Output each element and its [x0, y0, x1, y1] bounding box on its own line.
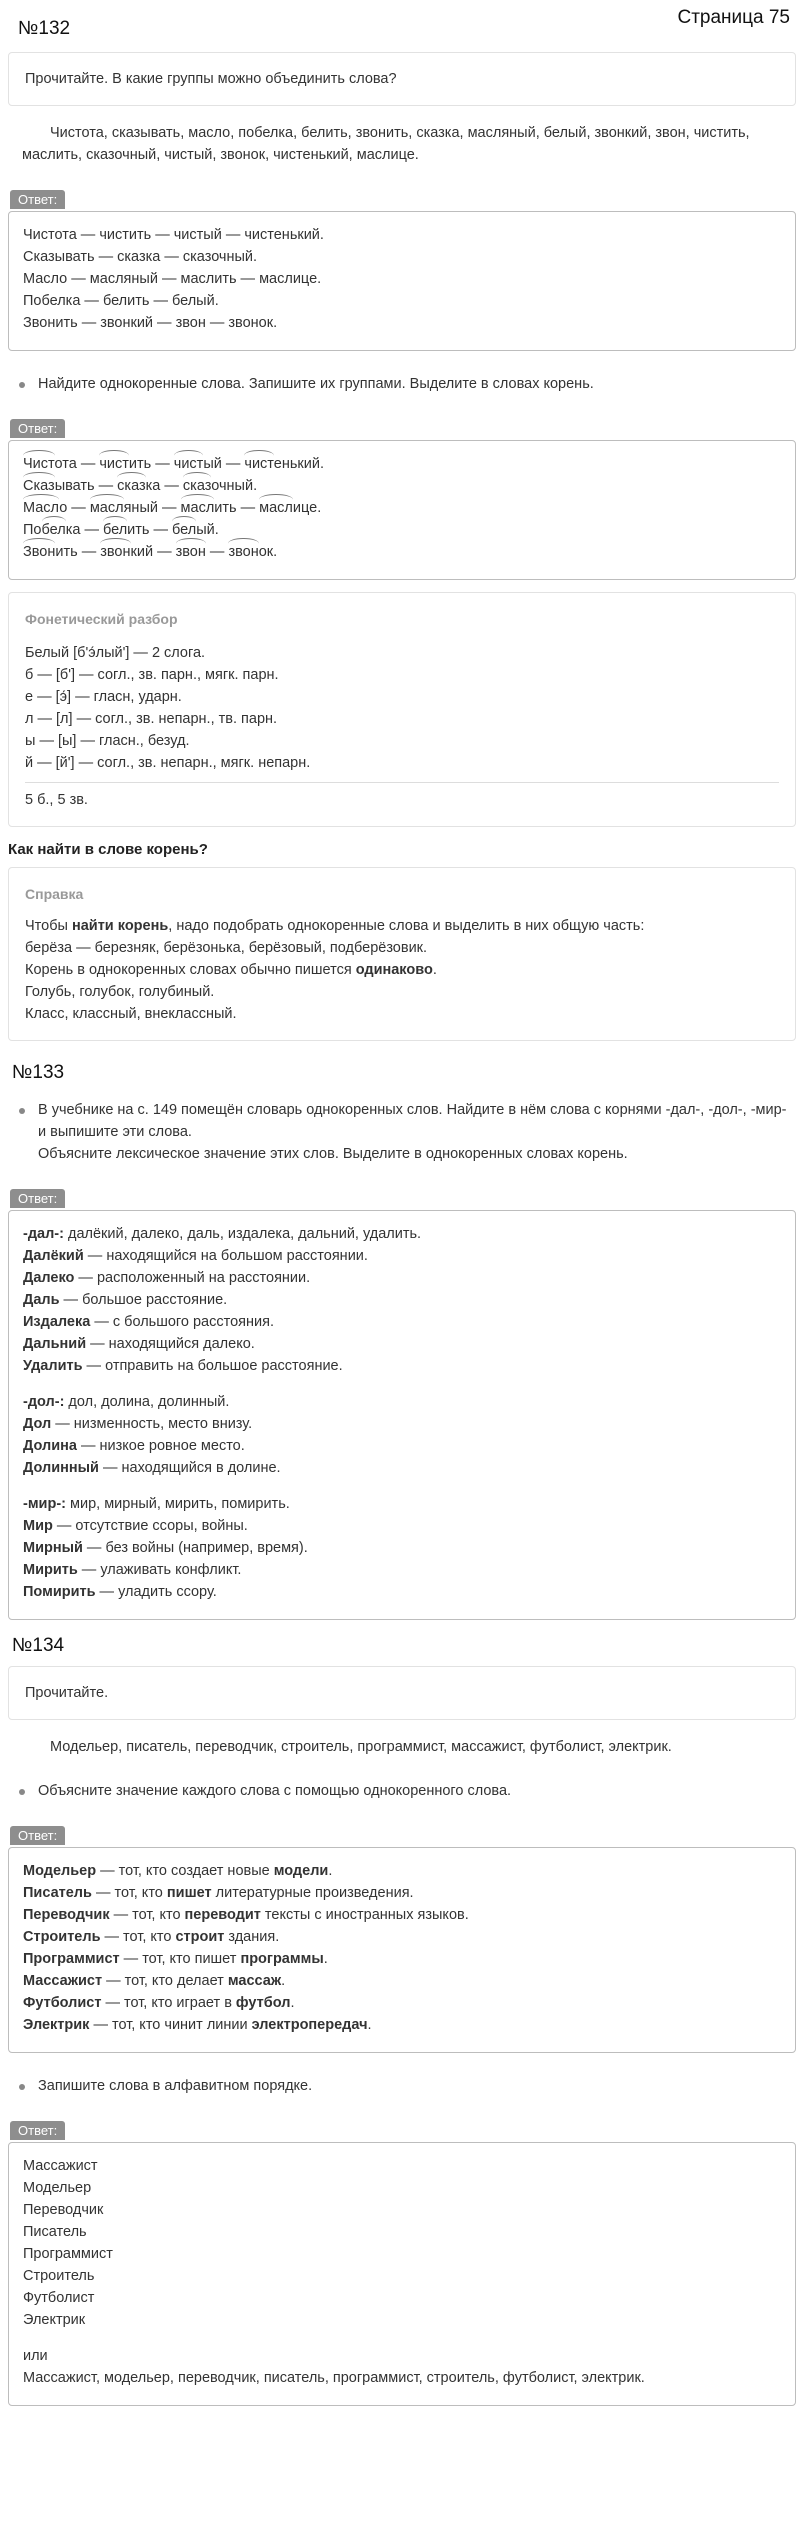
root-group-line: Чистота — чистить — чистый — чистенький.	[23, 456, 324, 472]
word: чистенький	[244, 456, 320, 472]
phonetic-title: Фонетический разбор	[25, 611, 178, 627]
page-number: Страница 75	[677, 7, 790, 28]
definition-line: Строитель — тот, кто строит здания.	[23, 1929, 280, 1945]
definition-line: Футболист — тот, кто играет в футбол.	[23, 1995, 295, 2011]
reference-line-2: берёза — березняк, берёзонька, берёзовый, подберёзовик.	[25, 940, 428, 956]
definition-line: Удалить — отправить на большое расстояние.	[23, 1358, 343, 1374]
word: чистый	[173, 456, 222, 472]
answer-label: Ответ:	[10, 1826, 65, 1845]
definition-line: Далеко — расположенный на расстоянии.	[23, 1270, 311, 1286]
sorted-word: Программист	[23, 2246, 113, 2262]
term: Электрик	[23, 2017, 90, 2033]
spacer	[23, 2331, 781, 2345]
answer-label: Ответ:	[10, 1189, 65, 1208]
task-134-instruction-2: Запишите слова в алфавитном порядке.	[8, 2075, 796, 2097]
task-132-words	[8, 106, 796, 166]
root-groups	[23, 453, 781, 563]
term: Долина	[23, 1438, 77, 1454]
task-134-number: №134	[12, 1635, 65, 1656]
task-134-question	[8, 1666, 796, 1720]
definition-line: Дальний — находящийся далеко.	[23, 1336, 255, 1352]
phonetic-line: е — [э́] — гласн, ударн.	[25, 689, 182, 705]
definition-line: Даль — большое расстояние.	[23, 1292, 228, 1308]
answer-line: Сказывать — сказка — сказочный.	[23, 249, 258, 265]
reference-line-3: Корень в однокоренных словах обычно пишется одинаково.	[25, 962, 437, 978]
definition-line: Помирить — уладить ссору.	[23, 1584, 217, 1600]
definition-line: Мирить — улаживать конфликт.	[23, 1562, 242, 1578]
phonetic-lines	[25, 642, 779, 774]
answer-label: Ответ:	[10, 2121, 65, 2140]
definition-line: Дол — низменность, место внизу.	[23, 1416, 253, 1432]
phonetic-line: Белый [б'э́лый'] — 2 слога.	[25, 645, 206, 661]
term: Помирить	[23, 1584, 96, 1600]
sorted-word: Футболист	[23, 2290, 95, 2306]
term: Мирить	[23, 1562, 78, 1578]
answer-line: Чистота — чистить — чистый — чистенький.	[23, 227, 324, 243]
word: Сказывать	[23, 478, 95, 494]
word: белить	[102, 522, 150, 538]
term: Мир	[23, 1518, 53, 1534]
answer-lines	[23, 224, 781, 334]
root-mark: звон	[175, 544, 206, 560]
group-head: -мир-: мир, мирный, мирить, помирить.	[23, 1496, 290, 1512]
word: сказка	[117, 478, 161, 494]
phonetic-line: ы — [ы] — гласн., безуд.	[25, 733, 190, 749]
reference-box	[8, 867, 796, 1041]
word: Масло	[23, 500, 68, 516]
answer-line: Побелка — белить — белый.	[23, 293, 219, 309]
term: Далёкий	[23, 1248, 84, 1264]
sorted-word: Массажист	[23, 2158, 98, 2174]
task-132-question	[8, 52, 796, 106]
root-meaning-groups	[23, 1223, 781, 1603]
sorted-word: Строитель	[23, 2268, 95, 2284]
cognate: футбол	[235, 1995, 291, 2011]
definition-line: Модельер — тот, кто создает новые модели.	[23, 1863, 333, 1879]
phonetic-line: й — [й'] — согл., зв. непарн., мягк. непарн.	[25, 755, 311, 771]
task-132-answer-1	[8, 211, 796, 351]
word-list: Чистота, сказывать, масло, побелка, белить, звонить, сказка, масляный, белый, звонкий, звон, чистить, маслить, сказочный, чистый, звонок, чистенький, маслице.	[22, 125, 750, 163]
root-mark: Сказ	[23, 478, 55, 494]
word: масляный	[89, 500, 158, 516]
term: Далеко	[23, 1270, 75, 1286]
answer-line: Звонить — звонкий — звон — звонок.	[23, 315, 278, 331]
phonetic-line: л — [л] — согл., зв. непарн., тв. парн.	[25, 711, 278, 727]
word: звонкий	[100, 544, 154, 560]
spacer	[23, 1479, 781, 1493]
or-label: или	[23, 2348, 48, 2364]
divider	[25, 782, 779, 783]
root-mark: масл	[89, 500, 124, 516]
word: Чистота	[23, 456, 77, 472]
term: Издалека	[23, 1314, 91, 1330]
root-mark: бел	[41, 522, 66, 538]
root-mark: чист	[173, 456, 204, 472]
cognate: модели	[273, 1863, 329, 1879]
term: Футболист	[23, 1995, 102, 2011]
definition-line: Программист — тот, кто пишет программы.	[23, 1951, 328, 1967]
header	[8, 0, 796, 44]
word: Побелка	[23, 522, 81, 538]
term: Дальний	[23, 1336, 87, 1352]
root-group-line: Звонить — звонкий — звон — звонок.	[23, 544, 278, 560]
root-mark: чист	[99, 456, 129, 472]
definition-line: Издалека — с большого расстояния.	[23, 1314, 274, 1330]
answer-line: Масло — масляный — маслить — маслице.	[23, 271, 322, 287]
term: Модельер	[23, 1863, 97, 1879]
term: Удалить	[23, 1358, 83, 1374]
how-heading: Как найти в слове корень?	[8, 841, 208, 858]
root-mark: бел	[172, 522, 197, 538]
word: звонок	[228, 544, 274, 560]
word	[176, 544, 206, 560]
root-mark: масл	[259, 500, 293, 516]
cognate: строит	[175, 1929, 225, 1945]
phonetic-summary: 5 б., 5 зв.	[25, 792, 88, 808]
root-mark: Чист	[23, 456, 55, 472]
root-label: -дол-:	[23, 1394, 65, 1410]
group-head: -дол-: дол, долина, долинный.	[23, 1394, 230, 1410]
sorted-word: Писатель	[23, 2224, 87, 2240]
definition-lines	[23, 1860, 781, 2036]
definition-line: Долинный — находящийся в долине.	[23, 1460, 281, 1476]
definition-line: Массажист — тот, кто делает массаж.	[23, 1973, 286, 1989]
definition-line: Электрик — тот, кто чинит линии электропередач.	[23, 2017, 372, 2033]
phonetic-analysis-box	[8, 592, 796, 827]
sorted-line: Массажист, модельер, переводчик, писатель, программист, строитель, футболист, электрик.	[23, 2370, 645, 2386]
root-group-line: Масло — масляный — маслить — маслице.	[23, 500, 322, 516]
question-text: Прочитайте.	[25, 1685, 109, 1701]
root-label: -дал-:	[23, 1226, 64, 1242]
word-list: Модельер, писатель, переводчик, строитель, программист, массажист, футболист, электрик.	[50, 1739, 672, 1755]
sorted-word: Модельер	[23, 2180, 92, 2196]
sorted-words	[23, 2155, 781, 2331]
answer-label: Ответ:	[10, 190, 65, 209]
reference-line-1: Чтобы найти корень, надо подобрать однокоренные слова и выделить в них общую часть:	[25, 918, 645, 934]
definition-line: Далёкий — находящийся на большом расстоянии.	[23, 1248, 368, 1264]
cognate: массаж	[227, 1973, 282, 1989]
word: маслить	[180, 500, 237, 516]
definition-line: Переводчик — тот, кто переводит тексты с иностранных языков.	[23, 1907, 469, 1923]
cognate: электропередач	[251, 2017, 368, 2033]
task-132-number: №132	[18, 18, 71, 39]
group-head: -дал-: далёкий, далеко, даль, издалека, дальний, удалить.	[23, 1226, 422, 1242]
term: Программист	[23, 1951, 120, 1967]
word: белый	[172, 522, 215, 538]
reference-title: Справка	[25, 886, 84, 902]
root-label: -мир-:	[23, 1496, 66, 1512]
spacer	[23, 1377, 781, 1391]
task-133-instruction	[8, 1099, 796, 1165]
root-mark: сказ	[117, 478, 146, 494]
root-mark: масл	[180, 500, 215, 516]
root-mark: Масл	[23, 500, 60, 516]
root-mark: звон	[228, 544, 259, 560]
term: Мирный	[23, 1540, 83, 1556]
reference-line-5: Класс, классный, внеклассный.	[25, 1006, 237, 1022]
task-134-words	[8, 1720, 796, 1758]
term: Долинный	[23, 1460, 99, 1476]
term: Писатель	[23, 1885, 92, 1901]
cognate: пишет	[166, 1885, 212, 1901]
sorted-word: Переводчик	[23, 2202, 104, 2218]
term: Строитель	[23, 1929, 101, 1945]
sorted-word: Электрик	[23, 2312, 86, 2328]
instruction-line-2: Объясните лексическое значение этих слов. Выделите в однокоренных словах корень.	[38, 1146, 628, 1162]
word: сказочный	[182, 478, 254, 494]
cognate: программы	[240, 1951, 324, 1967]
task-133-answer	[8, 1210, 796, 1620]
phonetic-line: б — [б'] — согл., зв. парн., мягк. парн.	[25, 667, 279, 683]
task-134-instruction-1: Объясните значение каждого слова с помощью однокоренного слова.	[8, 1780, 796, 1802]
definition-line: Долина — низкое ровное место.	[23, 1438, 245, 1454]
task-134-answer-2	[8, 2142, 796, 2406]
root-mark: звон	[100, 544, 131, 560]
definition-line: Писатель — тот, кто пишет литературные произведения.	[23, 1885, 414, 1901]
term: Переводчик	[23, 1907, 110, 1923]
root-group-line: Побелка — белить — белый.	[23, 522, 219, 538]
definition-line: Мир — отсутствие ссоры, войны.	[23, 1518, 248, 1534]
term: Массажист	[23, 1973, 103, 1989]
instruction-line-1: В учебнике на с. 149 помещён словарь однокоренных слов. Найдите в нём слова с корнями -дал-, -дол-, -мир- и выпишите эти слова.	[38, 1102, 787, 1140]
cognate: переводит	[184, 1907, 261, 1923]
word: маслице	[259, 500, 318, 516]
term: Даль	[23, 1292, 60, 1308]
root-mark: Звон	[23, 544, 56, 560]
root-mark: чист	[244, 456, 274, 472]
task-132-answer-2	[8, 440, 796, 580]
term: Дол	[23, 1416, 52, 1432]
root-mark: сказ	[182, 478, 212, 494]
root-group-line: Сказывать — сказка — сказочный.	[23, 478, 258, 494]
answer-label: Ответ:	[10, 419, 65, 438]
question-text: Прочитайте. В какие группы можно объединить слова?	[25, 71, 397, 87]
definition-line: Мирный — без войны (например, время).	[23, 1540, 308, 1556]
root-mark: бел	[102, 522, 128, 538]
word: Звонить	[23, 544, 78, 560]
task-132-instruction: Найдите однокоренные слова. Запишите их группами. Выделите в словах корень.	[8, 373, 796, 395]
task-134-answer-1	[8, 1847, 796, 2053]
task-133-number: №133	[12, 1062, 65, 1083]
reference-line-4: Голубь, голубок, голубиный.	[25, 984, 215, 1000]
word: чистить	[99, 456, 152, 472]
